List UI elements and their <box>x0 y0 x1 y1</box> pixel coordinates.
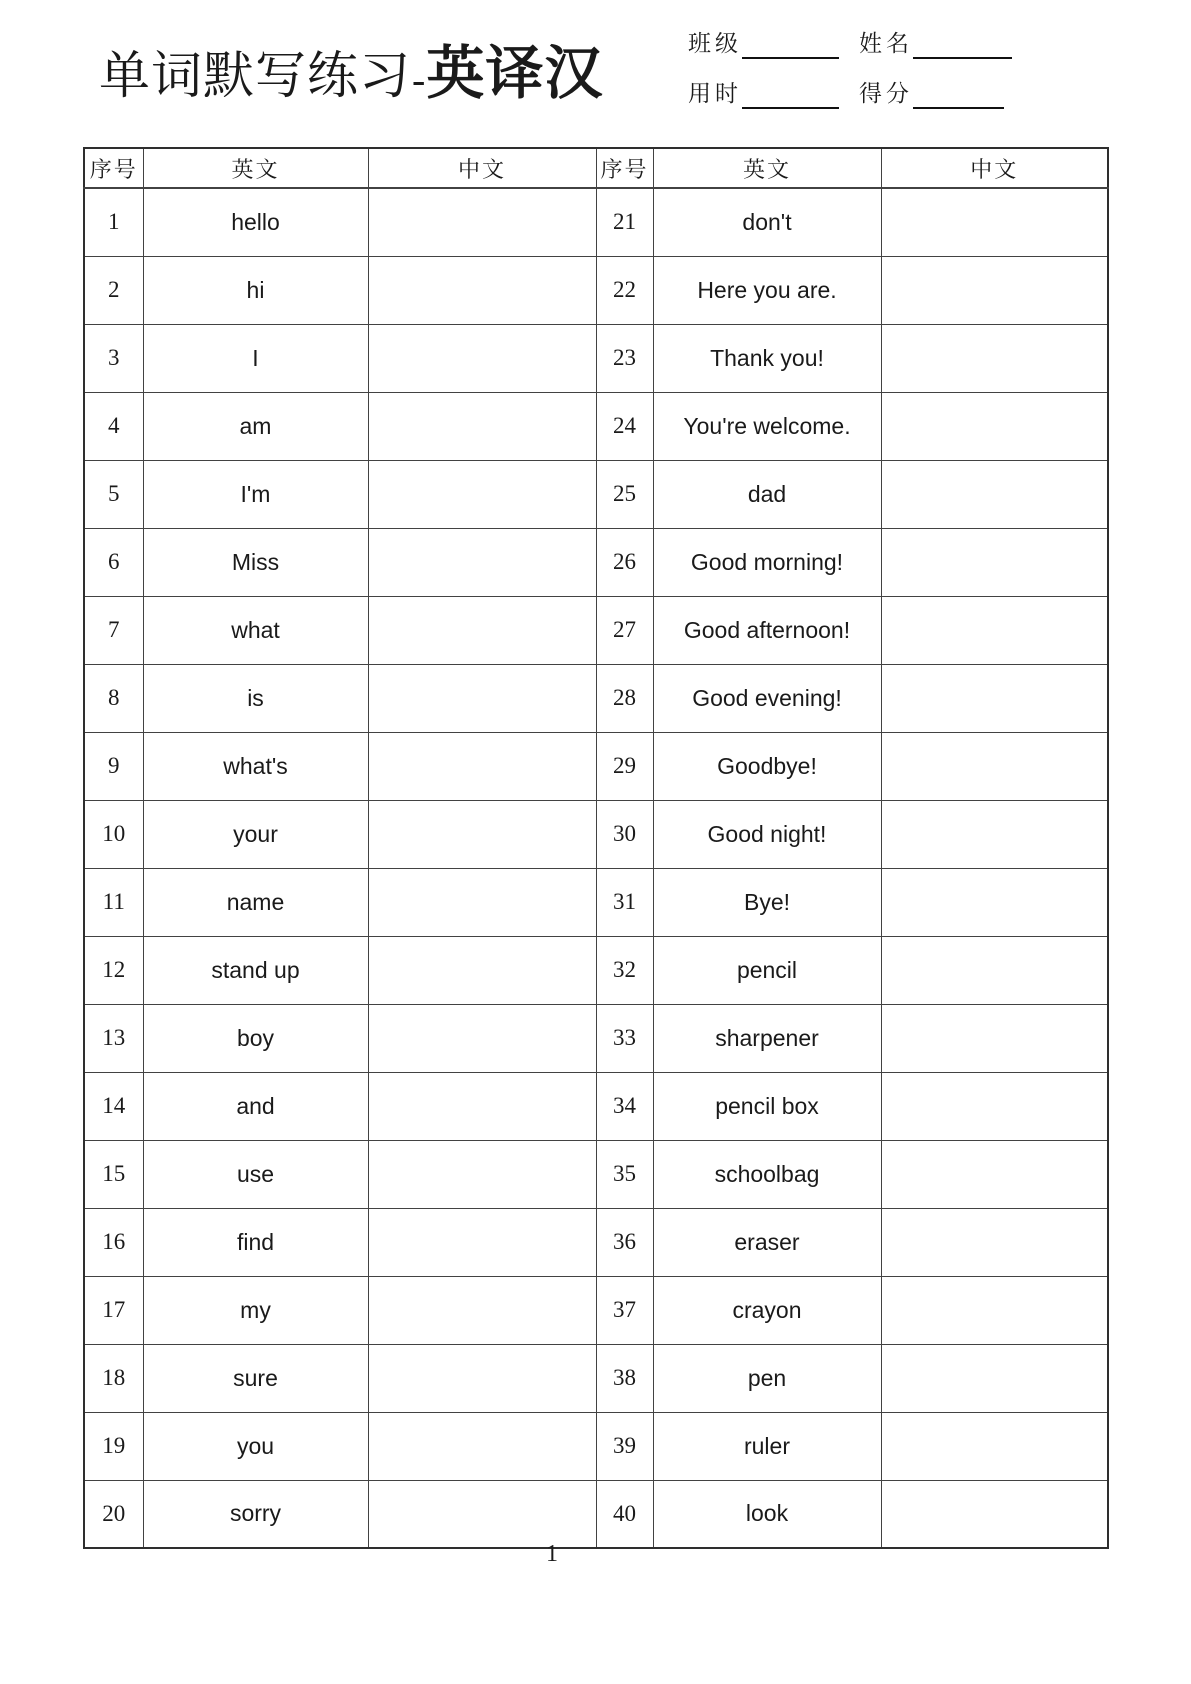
english-word: You're welcome. <box>653 392 881 460</box>
chinese-answer-cell <box>881 1072 1108 1140</box>
row-number: 27 <box>596 596 653 664</box>
table-header-row <box>84 148 1108 188</box>
english-word: Thank you! <box>653 324 881 392</box>
english-word: you <box>143 1412 368 1480</box>
chinese-answer-cell <box>368 868 596 936</box>
header-no-right: 序号 <box>596 148 653 188</box>
english-word: find <box>143 1208 368 1276</box>
english-word: pencil <box>653 936 881 1004</box>
english-word: sorry <box>143 1480 368 1548</box>
chinese-answer-cell <box>881 664 1108 732</box>
english-word: I'm <box>143 460 368 528</box>
student-info-form <box>688 22 1012 122</box>
chinese-answer-cell <box>368 1344 596 1412</box>
english-word: Good afternoon! <box>653 596 881 664</box>
table-row <box>84 460 1108 528</box>
chinese-answer-cell <box>881 1412 1108 1480</box>
table-row <box>84 732 1108 800</box>
english-word: crayon <box>653 1276 881 1344</box>
table-row <box>84 1072 1108 1140</box>
row-number: 25 <box>596 460 653 528</box>
row-number: 37 <box>596 1276 653 1344</box>
name-label: 姓名 <box>859 31 913 56</box>
row-number: 36 <box>596 1208 653 1276</box>
table-row <box>84 596 1108 664</box>
english-word: Bye! <box>653 868 881 936</box>
chinese-answer-cell <box>881 528 1108 596</box>
chinese-answer-cell <box>881 1276 1108 1344</box>
chinese-answer-cell <box>881 460 1108 528</box>
table-row <box>84 528 1108 596</box>
english-word: look <box>653 1480 881 1548</box>
title-highlight-text: 英译汉 <box>426 41 604 106</box>
english-word: what's <box>143 732 368 800</box>
row-number: 19 <box>84 1412 143 1480</box>
row-number: 23 <box>596 324 653 392</box>
page-number: 1 <box>546 1541 558 1567</box>
chinese-answer-cell <box>881 1480 1108 1548</box>
row-number: 18 <box>84 1344 143 1412</box>
row-number: 14 <box>84 1072 143 1140</box>
chinese-answer-cell <box>368 1004 596 1072</box>
row-number: 20 <box>84 1480 143 1548</box>
time-label: 用时 <box>688 81 742 106</box>
table-row <box>84 936 1108 1004</box>
table-row <box>84 188 1108 256</box>
english-word: pencil box <box>653 1072 881 1140</box>
row-number: 15 <box>84 1140 143 1208</box>
row-number: 38 <box>596 1344 653 1412</box>
form-row-2 <box>688 72 1012 109</box>
chinese-answer-cell <box>368 664 596 732</box>
english-word: sharpener <box>653 1004 881 1072</box>
chinese-answer-cell <box>881 1140 1108 1208</box>
english-word: eraser <box>653 1208 881 1276</box>
english-word: ruler <box>653 1412 881 1480</box>
row-number: 13 <box>84 1004 143 1072</box>
chinese-answer-cell <box>881 1208 1108 1276</box>
row-number: 35 <box>596 1140 653 1208</box>
table-row <box>84 324 1108 392</box>
english-word: your <box>143 800 368 868</box>
row-number: 31 <box>596 868 653 936</box>
row-number: 17 <box>84 1276 143 1344</box>
row-number: 40 <box>596 1480 653 1548</box>
table-row <box>84 800 1108 868</box>
english-word: is <box>143 664 368 732</box>
row-number: 16 <box>84 1208 143 1276</box>
chinese-answer-cell <box>368 392 596 460</box>
row-number: 30 <box>596 800 653 868</box>
chinese-answer-cell <box>368 528 596 596</box>
table-row <box>84 868 1108 936</box>
row-number: 10 <box>84 800 143 868</box>
header-english-left: 英文 <box>143 148 368 188</box>
english-word: and <box>143 1072 368 1140</box>
row-number: 29 <box>596 732 653 800</box>
english-word: schoolbag <box>653 1140 881 1208</box>
english-word: my <box>143 1276 368 1344</box>
row-number: 1 <box>84 188 143 256</box>
chinese-answer-cell <box>881 596 1108 664</box>
english-word: Goodbye! <box>653 732 881 800</box>
row-number: 26 <box>596 528 653 596</box>
name-blank-line <box>913 28 1012 59</box>
english-word: don't <box>653 188 881 256</box>
english-word: pen <box>653 1344 881 1412</box>
english-word: Miss <box>143 528 368 596</box>
header-no-left: 序号 <box>84 148 143 188</box>
row-number: 9 <box>84 732 143 800</box>
chinese-answer-cell <box>368 1208 596 1276</box>
row-number: 33 <box>596 1004 653 1072</box>
row-number: 12 <box>84 936 143 1004</box>
english-word: name <box>143 868 368 936</box>
english-word: Here you are. <box>653 256 881 324</box>
english-word: Good night! <box>653 800 881 868</box>
english-word: boy <box>143 1004 368 1072</box>
chinese-answer-cell <box>368 256 596 324</box>
chinese-answer-cell <box>368 1276 596 1344</box>
class-blank-line <box>742 28 839 59</box>
header-english-right: 英文 <box>653 148 881 188</box>
english-word: what <box>143 596 368 664</box>
form-row-1 <box>688 22 1012 59</box>
vocabulary-table <box>83 147 1109 1549</box>
class-label: 班级 <box>688 31 742 56</box>
table-row <box>84 1004 1108 1072</box>
english-word: hi <box>143 256 368 324</box>
chinese-answer-cell <box>368 188 596 256</box>
chinese-answer-cell <box>368 1480 596 1548</box>
chinese-answer-cell <box>368 732 596 800</box>
table-row <box>84 1412 1108 1480</box>
english-word: Good evening! <box>653 664 881 732</box>
score-blank-line <box>913 78 1004 109</box>
english-word: use <box>143 1140 368 1208</box>
chinese-answer-cell <box>881 324 1108 392</box>
row-number: 22 <box>596 256 653 324</box>
row-number: 24 <box>596 392 653 460</box>
table-row <box>84 1480 1108 1548</box>
english-word: stand up <box>143 936 368 1004</box>
table-row <box>84 1140 1108 1208</box>
english-word: Good morning! <box>653 528 881 596</box>
chinese-answer-cell <box>881 936 1108 1004</box>
row-number: 6 <box>84 528 143 596</box>
row-number: 11 <box>84 868 143 936</box>
table-row <box>84 664 1108 732</box>
row-number: 5 <box>84 460 143 528</box>
chinese-answer-cell <box>881 1004 1108 1072</box>
page-title <box>99 26 603 110</box>
chinese-answer-cell <box>368 324 596 392</box>
chinese-answer-cell <box>368 800 596 868</box>
chinese-answer-cell <box>368 1140 596 1208</box>
chinese-answer-cell <box>881 1344 1108 1412</box>
row-number: 2 <box>84 256 143 324</box>
chinese-answer-cell <box>881 800 1108 868</box>
table-row <box>84 1208 1108 1276</box>
english-word: sure <box>143 1344 368 1412</box>
english-word: hello <box>143 188 368 256</box>
chinese-answer-cell <box>368 936 596 1004</box>
row-number: 32 <box>596 936 653 1004</box>
english-word: dad <box>653 460 881 528</box>
chinese-answer-cell <box>368 1072 596 1140</box>
header-chinese-left: 中文 <box>368 148 596 188</box>
row-number: 3 <box>84 324 143 392</box>
row-number: 21 <box>596 188 653 256</box>
chinese-answer-cell <box>881 188 1108 256</box>
row-number: 4 <box>84 392 143 460</box>
chinese-answer-cell <box>368 1412 596 1480</box>
title-main-text: 单词默写练习 <box>99 49 412 105</box>
english-word: am <box>143 392 368 460</box>
chinese-answer-cell <box>368 596 596 664</box>
table-row <box>84 256 1108 324</box>
header-chinese-right: 中文 <box>881 148 1108 188</box>
row-number: 28 <box>596 664 653 732</box>
time-blank-line <box>742 78 839 109</box>
row-number: 7 <box>84 596 143 664</box>
chinese-answer-cell <box>881 732 1108 800</box>
chinese-answer-cell <box>881 868 1108 936</box>
score-label: 得分 <box>859 81 913 106</box>
table-row <box>84 1344 1108 1412</box>
chinese-answer-cell <box>368 460 596 528</box>
row-number: 39 <box>596 1412 653 1480</box>
title-separator: - <box>412 57 426 102</box>
chinese-answer-cell <box>881 392 1108 460</box>
chinese-answer-cell <box>881 256 1108 324</box>
row-number: 8 <box>84 664 143 732</box>
row-number: 34 <box>596 1072 653 1140</box>
table-row <box>84 1276 1108 1344</box>
table-row <box>84 392 1108 460</box>
english-word: I <box>143 324 368 392</box>
